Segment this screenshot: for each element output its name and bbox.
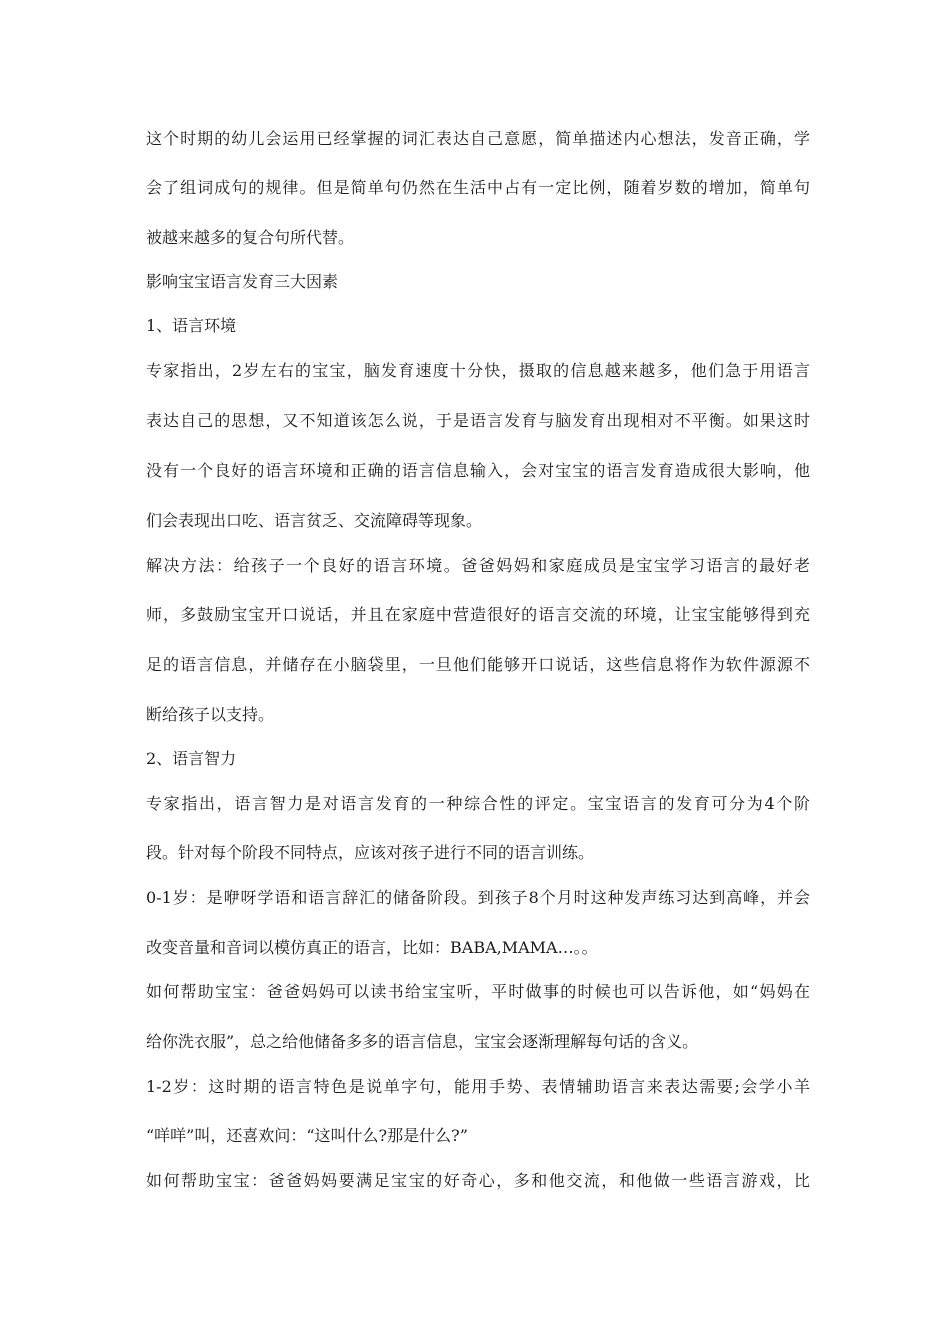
section-heading: 影响宝宝语言发育三大因素 <box>146 272 339 291</box>
subsection-heading: 1、语言环境 <box>146 316 237 335</box>
paragraph-line: 段。针对每个阶段不同特点，应该对孩子进行不同的语言训练。 <box>146 843 595 862</box>
paragraph-line: 专家指出，语言智力是对语言发育的一种综合性的评定。宝宝语言的发育可分为4个阶 <box>146 794 810 813</box>
paragraph-line: 如何帮助宝宝：爸爸妈妈可以读书给宝宝听，平时做事的时候也可以告诉他，如“妈妈在 <box>146 982 810 1001</box>
paragraph-line: 专家指出，2岁左右的宝宝，脑发育速度十分快，摄取的信息越来越多，他们急于用语言 <box>146 361 810 380</box>
paragraph-line: 师，多鼓励宝宝开口说话，并且在家庭中营造很好的语言交流的环境，让宝宝能够得到充 <box>146 605 810 624</box>
paragraph-line: 0-1岁：是咿呀学语和语言辞汇的储备阶段。到孩子8个月时这种发声练习达到高峰，并会 <box>146 888 810 907</box>
paragraph-line: 没有一个良好的语言环境和正确的语言信息输入，会对宝宝的语言发育造成很大影响，他 <box>146 461 810 480</box>
paragraph-line: 如何帮助宝宝：爸爸妈妈要满足宝宝的好奇心，多和他交流，和他做一些语言游戏，比 <box>146 1171 810 1190</box>
paragraph-line: 被越来越多的复合句所代替。 <box>146 228 355 247</box>
paragraph-line: 会了组词成句的规律。但是简单句仍然在生活中占有一定比例，随着岁数的增加，简单句 <box>146 178 810 197</box>
paragraph-line: 解决方法：给孩子一个良好的语言环境。爸爸妈妈和家庭成员是宝宝学习语言的最好老 <box>146 556 810 575</box>
paragraph-line: 改变音量和音词以模仿真正的语言，比如：BABA,MAMA…。。 <box>146 938 598 957</box>
paragraph-line: 断给孩子以支持。 <box>146 705 275 724</box>
paragraph-line: 这个时期的幼儿会运用已经掌握的词汇表达自己意愿，简单描述内心想法，发音正确，学 <box>146 129 810 148</box>
paragraph-line: 1-2岁：这时期的语言特色是说单字句，能用手势、表情辅助语言来表达需要;会学小羊 <box>146 1077 810 1096</box>
paragraph-line: 足的语言信息，并储存在小脑袋里，一旦他们能够开口说话，这些信息将作为软件源源不 <box>146 655 810 674</box>
paragraph-line: 表达自己的思想，又不知道该怎么说，于是语言发育与脑发育出现相对不平衡。如果这时 <box>146 411 810 430</box>
paragraph-line: 给你洗衣服”，总之给他储备多多的语言信息，宝宝会逐渐理解每句话的含义。 <box>146 1032 699 1051</box>
paragraph-line: 们会表现出口吃、语言贫乏、交流障碍等现象。 <box>146 511 483 530</box>
subsection-heading: 2、语言智力 <box>146 749 237 768</box>
paragraph-line: “咩咩”叫，还喜欢问：“这叫什么?那是什么?” <box>146 1126 468 1145</box>
